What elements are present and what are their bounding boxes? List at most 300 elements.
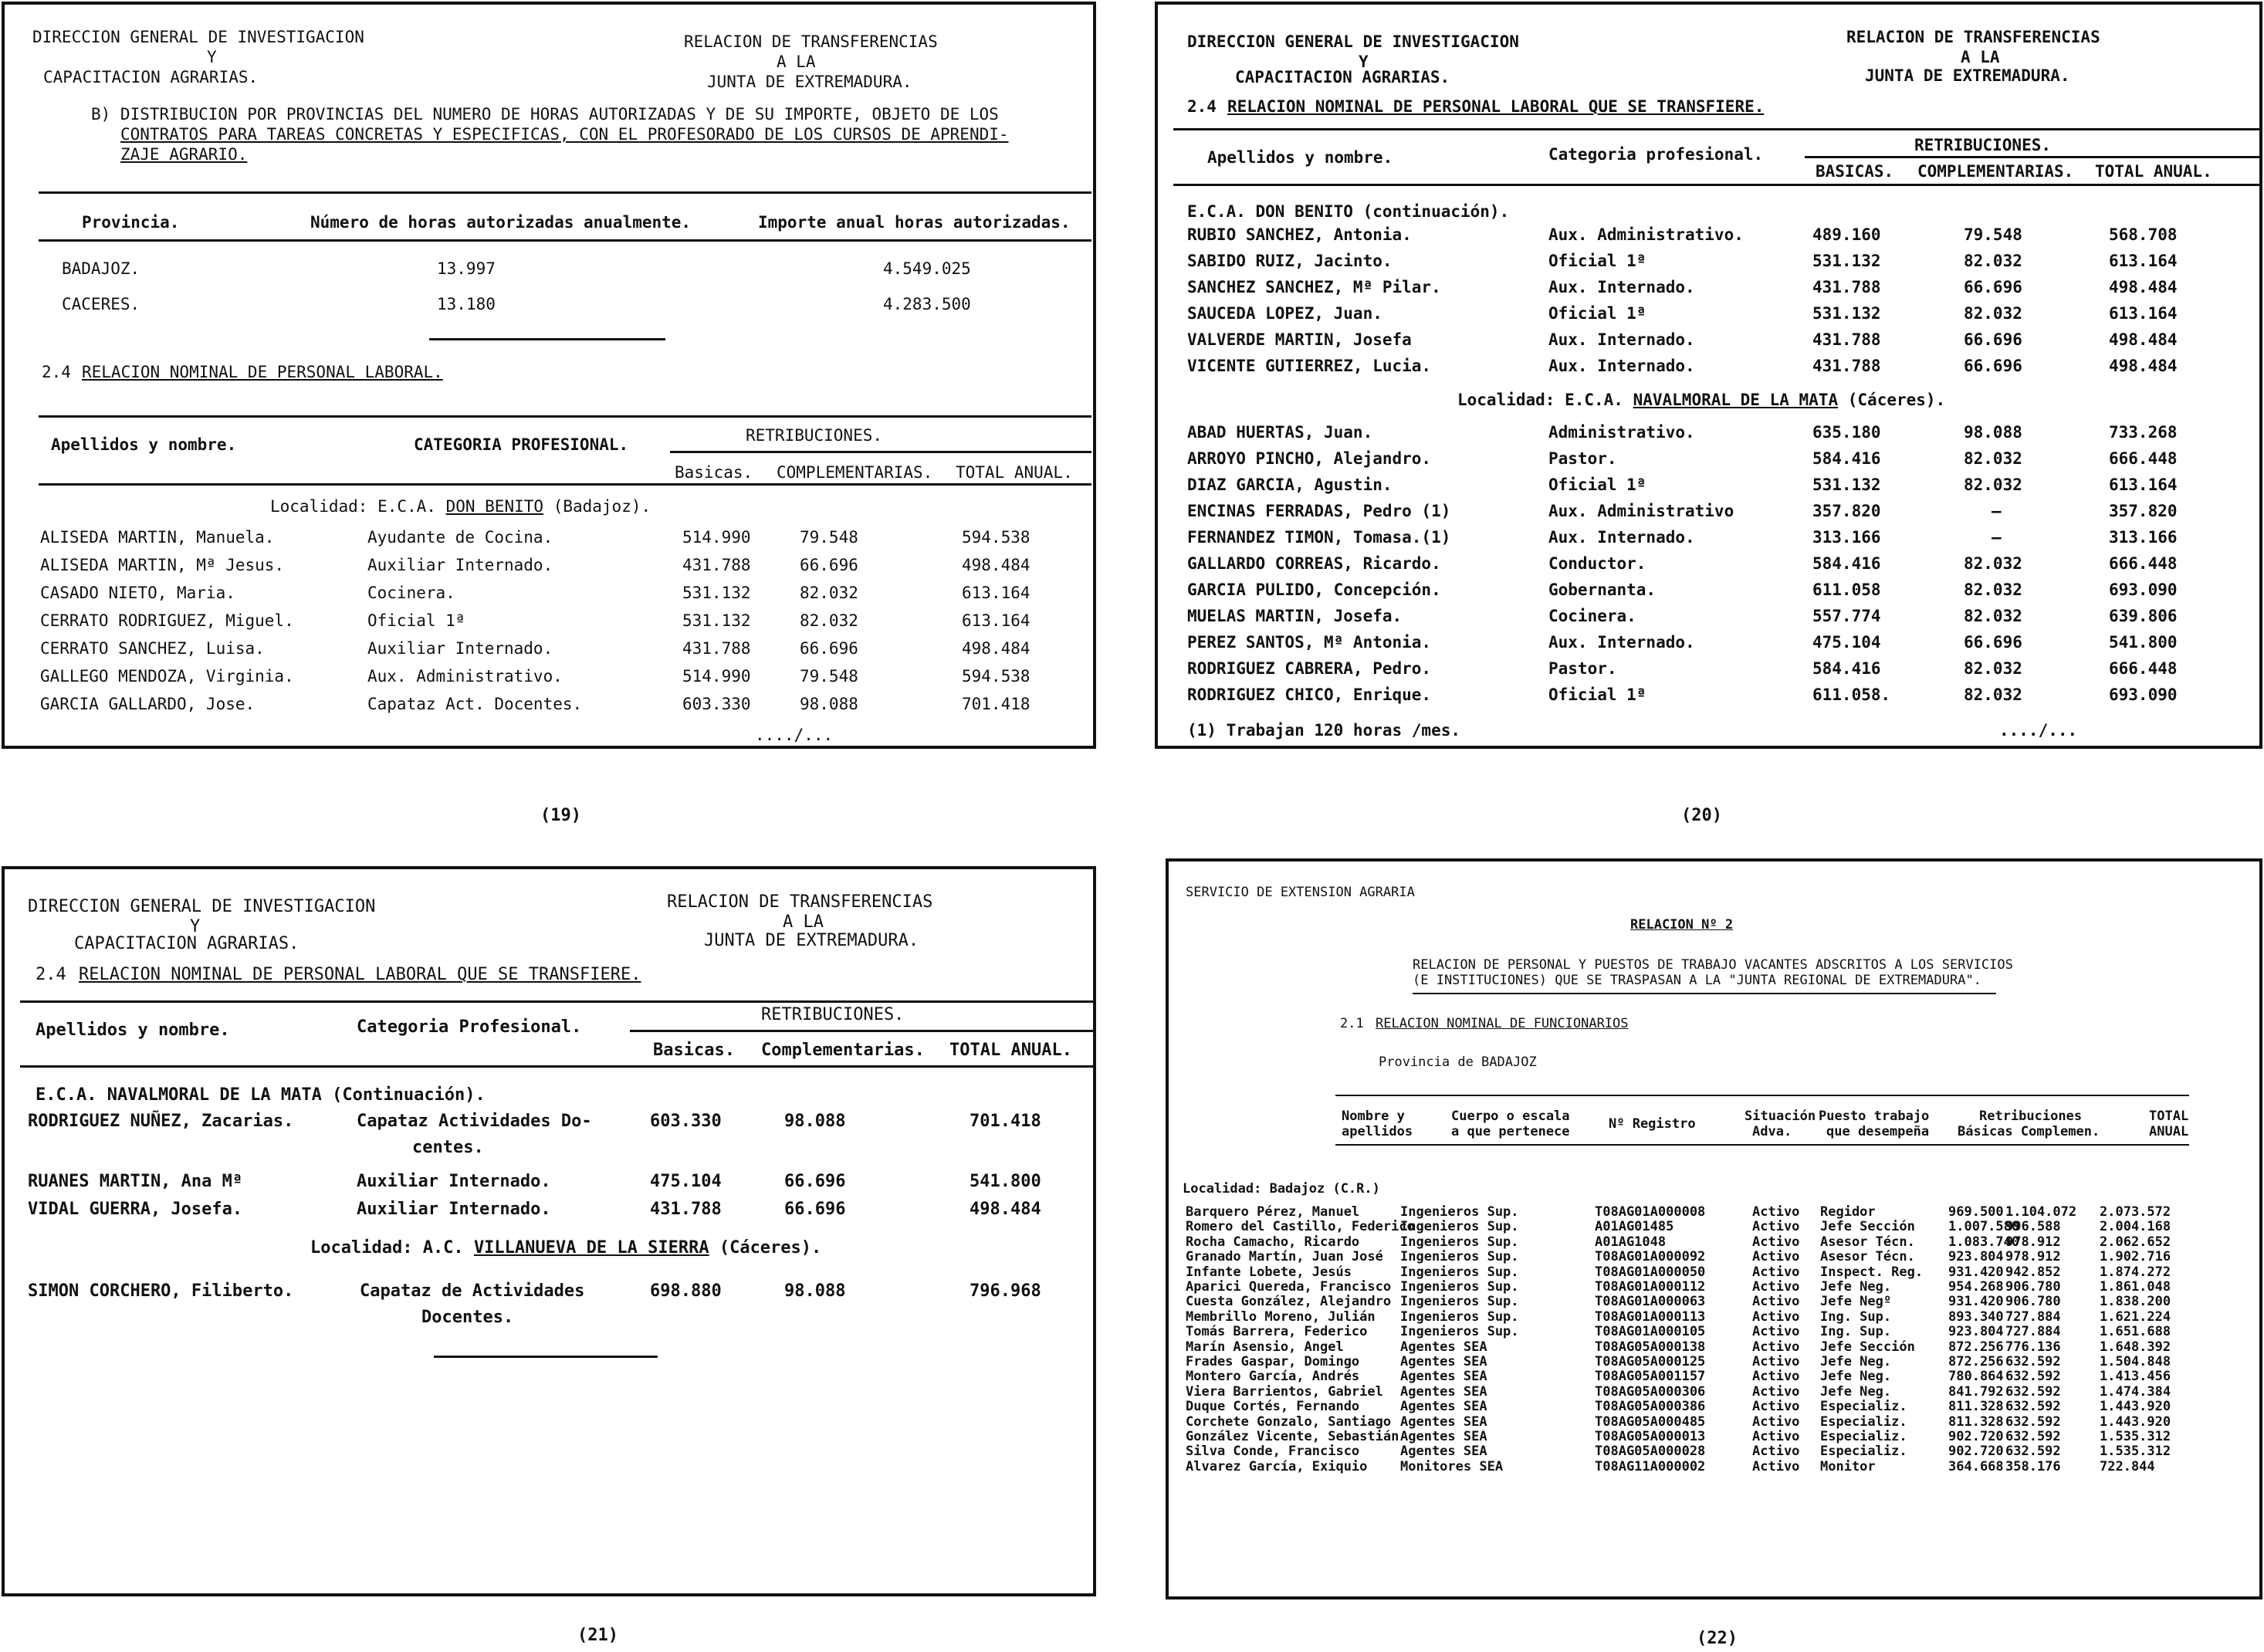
row-category: Aux. Internado. xyxy=(1548,633,1695,652)
row-category: Gobernanta. xyxy=(1548,581,1657,599)
header-left-2: Y xyxy=(190,917,201,936)
row-puesto: Especializ. xyxy=(1820,1413,1907,1430)
row-cuerpo: Ingenieros Sup. xyxy=(1400,1204,1519,1220)
prov-header-amount: Importe anual horas autorizadas. xyxy=(758,213,1071,232)
rule xyxy=(1173,128,2262,130)
row-name: SAUCEDA LOPEZ, Juan. xyxy=(1187,304,1382,323)
page-21 xyxy=(2,866,1096,1596)
row-total: 541.800 xyxy=(2109,633,2178,652)
row-complementarias: 776.136 xyxy=(2005,1339,2061,1355)
header-left-2: Y xyxy=(207,48,217,66)
header-right-2: A LA xyxy=(777,52,816,71)
row-complementarias: 82.032 xyxy=(1964,686,2022,704)
row-complementarias: 942.852 xyxy=(2005,1264,2061,1280)
row-basicas: 811.328 xyxy=(1948,1399,2004,1415)
row-puesto: Asesor Técn. xyxy=(1820,1234,1915,1250)
row-cuerpo: Agentes SEA xyxy=(1400,1369,1487,1385)
row-category: Aux. Administrativo xyxy=(1548,502,1734,520)
row-puesto: Ing. Sup. xyxy=(1820,1308,1892,1325)
hdr-nombre: Nombre y xyxy=(1342,1109,1405,1124)
row-name: SABIDO RUIZ, Jacinto. xyxy=(1187,252,1393,270)
row-basicas: 489.160 xyxy=(1812,225,1881,244)
row-basicas: 584.416 xyxy=(1812,554,1881,573)
row-total: 693.090 xyxy=(2109,686,2178,704)
row-name: RODRIGUEZ CABRERA, Pedro. xyxy=(1187,659,1432,678)
rule xyxy=(1173,184,2262,186)
row-name: RUBIO SANCHEZ, Antonia. xyxy=(1187,225,1412,244)
prov-row-badajoz-hours: 13.997 xyxy=(437,259,496,278)
col-total: TOTAL ANUAL. xyxy=(956,463,1073,482)
row-total: 1.535.312 xyxy=(2100,1429,2171,1444)
row-total: 1.535.312 xyxy=(2100,1444,2171,1460)
row-basicas: 364.668 xyxy=(1948,1458,2004,1474)
row-complementarias: 98.088 xyxy=(800,695,858,713)
row-name: CASADO NIETO, Maria. xyxy=(40,584,235,602)
row-cuerpo: Agentes SEA xyxy=(1400,1354,1487,1369)
row-complementarias: 79.548 xyxy=(800,667,858,686)
localidad-label: Localidad: E.C.A. xyxy=(270,497,436,516)
row-basicas: 431.788 xyxy=(682,639,751,658)
localidad-suffix: (Cáceres). xyxy=(1847,391,1946,409)
row-total: 594.538 xyxy=(962,667,1030,686)
row-situacion: Activo xyxy=(1752,1308,1800,1325)
row-cuerpo: Agentes SEA xyxy=(1400,1413,1487,1430)
row-name: CERRATO RODRIGUEZ, Miguel. xyxy=(40,611,294,630)
row-name: FERNANDEZ TIMON, Tomasa.(1) xyxy=(1187,528,1451,547)
col-name: Apellidos y nombre. xyxy=(36,1021,230,1040)
row-category: Oficial 1ª xyxy=(1548,304,1646,323)
row-registro: T08AG05A001157 xyxy=(1595,1369,1706,1385)
col-total: TOTAL ANUAL. xyxy=(949,1041,1072,1060)
row-basicas: 893.340 xyxy=(1948,1308,2004,1325)
row-name: Aparici Quereda, Francisco xyxy=(1186,1279,1392,1295)
col-retribuciones: RETRIBUCIONES. xyxy=(761,1005,905,1024)
section-24-number: 2.4 xyxy=(42,363,71,381)
localidad-line xyxy=(270,497,651,516)
section-b-line-3: ZAJE AGRARIO. xyxy=(120,145,248,164)
row-name: Cuesta González, Alejandro xyxy=(1186,1294,1392,1310)
rule xyxy=(670,451,1091,453)
relacion-number: RELACION Nº 2 xyxy=(1630,917,1734,933)
row-situacion: Activo xyxy=(1752,1429,1800,1444)
row-total: 498.484 xyxy=(962,556,1030,574)
row-total: 666.448 xyxy=(2109,554,2178,573)
hdr-total: TOTAL xyxy=(2149,1109,2189,1124)
localidad-name: VILLANUEVA DE LA SIERRA xyxy=(473,1238,709,1258)
row-name: Membrillo Moreno, Julián xyxy=(1186,1308,1376,1325)
row-situacion: Activo xyxy=(1752,1264,1800,1280)
hdr-retribuciones-2: Básicas Complemen. xyxy=(1958,1124,2100,1139)
row-name: Barquero Pérez, Manuel xyxy=(1186,1204,1360,1220)
row-puesto: Jefe Neg. xyxy=(1820,1383,1892,1400)
prov-row-caceres-name: CACERES. xyxy=(62,295,140,313)
row-situacion: Activo xyxy=(1752,1339,1800,1355)
col-category: Categoria Profesional. xyxy=(357,1017,582,1037)
row-complementarias: 978.912 xyxy=(2005,1249,2061,1265)
row-cuerpo: Monitores SEA xyxy=(1400,1458,1504,1474)
row-registro: T08AG01A000050 xyxy=(1595,1264,1706,1280)
row-total: 541.800 xyxy=(970,1172,1041,1191)
row-registro: T08AG05A000125 xyxy=(1595,1354,1706,1369)
row-basicas: 514.990 xyxy=(682,528,751,547)
header-left-1: DIRECCION GENERAL DE INVESTIGACION xyxy=(1187,32,1519,51)
row-basicas: 431.788 xyxy=(1812,330,1881,349)
row-category-cont: Docentes. xyxy=(421,1308,514,1327)
row-registro: T08AG11A000002 xyxy=(1595,1458,1706,1474)
row-category: Aux. Internado. xyxy=(1548,330,1695,349)
row-total: 2.073.572 xyxy=(2100,1204,2171,1220)
row-puesto: Jefe Negº xyxy=(1820,1294,1892,1310)
row-category: Oficial 1ª xyxy=(367,611,465,630)
row-complementarias: 632.592 xyxy=(2005,1413,2061,1430)
row-complementarias: 82.032 xyxy=(1964,607,2022,625)
row-basicas: 841.792 xyxy=(1948,1383,2004,1400)
section-24-title: RELACION NOMINAL DE PERSONAL LABORAL QUE SE TRANSFIERE. xyxy=(1227,97,1765,116)
hdr-total-2: ANUAL xyxy=(2149,1124,2189,1139)
row-situacion: Activo xyxy=(1752,1383,1800,1400)
rule xyxy=(1413,993,1996,994)
row-total: 1.861.048 xyxy=(2100,1279,2171,1295)
row-category: Auxiliar Internado. xyxy=(367,556,553,574)
row-basicas: 475.104 xyxy=(1812,633,1881,652)
prov-header-hours: Número de horas autorizadas anualmente. xyxy=(310,213,692,232)
row-category: Pastor. xyxy=(1548,449,1617,468)
row-total: 594.538 xyxy=(962,528,1030,547)
row-name: Rocha Camacho, Ricardo xyxy=(1186,1234,1360,1250)
localidad-suffix: (Badajoz). xyxy=(553,497,651,516)
row-situacion: Activo xyxy=(1752,1354,1800,1369)
row-name: GALLARDO CORREAS, Ricardo. xyxy=(1187,554,1441,573)
row-total: 2.062.652 xyxy=(2100,1234,2171,1250)
row-basicas: 584.416 xyxy=(1812,449,1881,468)
row-basicas: 902.720 xyxy=(1948,1444,2004,1460)
row-name: Marín Asensio, Angel xyxy=(1186,1339,1344,1355)
row-complementarias: 82.032 xyxy=(1964,581,2022,599)
header-left-1: DIRECCION GENERAL DE INVESTIGACION xyxy=(28,897,376,916)
row-complementarias: 632.592 xyxy=(2005,1369,2061,1385)
row-basicas: 603.330 xyxy=(682,695,751,713)
row-basicas: 1.007.580 xyxy=(1948,1219,2020,1235)
row-name: GARCIA GALLARDO, Jose. xyxy=(40,695,256,713)
row-complementarias: 82.032 xyxy=(1964,476,2022,494)
page-caption-20: (20) xyxy=(1681,806,1722,825)
row-registro: T08AG01A000063 xyxy=(1595,1294,1706,1310)
row-basicas: 1.083.740 xyxy=(1948,1234,2020,1250)
header-right-3: JUNTA DE EXTREMADURA. xyxy=(1865,66,2070,85)
header-right-1: RELACION DE TRANSFERENCIAS xyxy=(1846,28,2100,46)
row-name: DIAZ GARCIA, Agustin. xyxy=(1187,476,1393,494)
prov-row-badajoz-amount: 4.549.025 xyxy=(883,259,971,278)
row-situacion: Activo xyxy=(1752,1324,1800,1340)
localidad-label: Localidad: A.C. xyxy=(310,1238,464,1258)
row-situacion: Activo xyxy=(1752,1249,1800,1265)
col-name: Apellidos y nombre. xyxy=(1207,148,1393,167)
row-basicas: 431.788 xyxy=(682,556,751,574)
row-total: 568.708 xyxy=(2109,225,2178,244)
header-right-3: JUNTA DE EXTREMADURA. xyxy=(704,931,919,950)
row-category: Oficial 1ª xyxy=(1548,252,1646,270)
row-complementarias: – xyxy=(1992,528,2002,547)
row-name: GALLEGO MENDOZA, Virginia. xyxy=(40,667,294,686)
row-basicas: 603.330 xyxy=(650,1112,722,1131)
col-complementarias: COMPLEMENTARIAS. xyxy=(1917,162,2074,181)
row-complementarias: 358.176 xyxy=(2005,1458,2061,1474)
prov-row-caceres-amount: 4.283.500 xyxy=(883,295,971,313)
header-left-1: DIRECCION GENERAL DE INVESTIGACION xyxy=(32,28,364,46)
col-basicas: BASICAS. xyxy=(1816,162,1894,181)
row-name: ABAD HUERTAS, Juan. xyxy=(1187,423,1373,442)
row-total: 357.820 xyxy=(2109,502,2178,520)
page-caption-19: (19) xyxy=(540,806,581,825)
rule xyxy=(39,239,1091,242)
row-basicas: 698.880 xyxy=(650,1281,722,1301)
footnote: (1) Trabajan 120 horas /mes. xyxy=(1187,721,1461,740)
row-total: 1.874.272 xyxy=(2100,1264,2171,1280)
continuation-label: E.C.A. DON BENITO (continuación). xyxy=(1187,202,1510,221)
row-complementarias: 66.696 xyxy=(784,1172,846,1191)
col-retribuciones: RETRIBUCIONES. xyxy=(746,426,883,445)
rule xyxy=(39,415,1091,418)
row-name: RODRIGUEZ NUÑEZ, Zacarias. xyxy=(28,1112,294,1131)
col-category: CATEGORIA PROFESIONAL. xyxy=(414,435,629,454)
row-total: 498.484 xyxy=(962,639,1030,658)
row-situacion: Activo xyxy=(1752,1458,1800,1474)
row-total: 666.448 xyxy=(2109,449,2178,468)
row-puesto: Jefe Neg. xyxy=(1820,1369,1892,1385)
row-situacion: Activo xyxy=(1752,1204,1800,1220)
row-cuerpo: Agentes SEA xyxy=(1400,1383,1487,1400)
section-24-number: 2.4 xyxy=(1187,97,1217,116)
row-complementarias: 98.088 xyxy=(784,1281,846,1301)
row-registro: T08AG05A000485 xyxy=(1595,1413,1706,1430)
row-total: 701.418 xyxy=(970,1112,1041,1131)
hdr-nombre-2: apellidos xyxy=(1342,1124,1413,1139)
row-name: ENCINAS FERRADAS, Pedro (1) xyxy=(1187,502,1451,520)
hdr-cuerpo: Cuerpo o escala xyxy=(1451,1109,1570,1124)
row-basicas: 584.416 xyxy=(1812,659,1881,678)
row-total: 1.443.920 xyxy=(2100,1399,2171,1415)
header-right-2: A LA xyxy=(783,912,824,932)
continued-marker: ..../... xyxy=(755,726,834,744)
row-basicas: 872.256 xyxy=(1948,1339,2004,1355)
row-registro: T08AG05A000386 xyxy=(1595,1399,1706,1415)
row-name: Viera Barrientos, Gabriel xyxy=(1186,1383,1383,1400)
row-complementarias: 66.696 xyxy=(784,1200,846,1219)
row-basicas: 475.104 xyxy=(650,1172,722,1191)
row-category: Oficial 1ª xyxy=(1548,686,1646,704)
row-puesto: Jefe Sección xyxy=(1820,1219,1915,1235)
prov-header-province: Provincia. xyxy=(82,213,180,232)
row-cuerpo: Ingenieros Sup. xyxy=(1400,1264,1519,1280)
row-complementarias: 632.592 xyxy=(2005,1399,2061,1415)
row-total: 498.484 xyxy=(970,1200,1041,1219)
page-caption-21: (21) xyxy=(577,1626,618,1645)
row-puesto: Especializ. xyxy=(1820,1429,1907,1444)
row-cuerpo: Agentes SEA xyxy=(1400,1429,1487,1444)
row-name: MUELAS MARTIN, Josefa. xyxy=(1187,607,1403,625)
row-basicas: 357.820 xyxy=(1812,502,1881,520)
row-basicas: 902.720 xyxy=(1948,1429,2004,1444)
section-24-number: 2.4 xyxy=(36,965,66,984)
row-complementarias: 82.032 xyxy=(800,611,858,630)
row-name: VIDAL GUERRA, Josefa. xyxy=(28,1200,243,1219)
section-24-title: RELACION NOMINAL DE PERSONAL LABORAL. xyxy=(82,363,443,381)
row-total: 1.504.848 xyxy=(2100,1354,2171,1369)
row-basicas: 313.166 xyxy=(1812,528,1881,547)
row-situacion: Activo xyxy=(1752,1294,1800,1310)
row-total: 498.484 xyxy=(2109,278,2178,296)
row-complementarias: 66.696 xyxy=(1964,357,2022,375)
row-basicas: 531.132 xyxy=(682,584,751,602)
rule xyxy=(429,338,665,340)
service-title: SERVICIO DE EXTENSION AGRARIA xyxy=(1186,885,1415,900)
continuation-label: E.C.A. NAVALMORAL DE LA MATA (Continuación). xyxy=(36,1085,486,1105)
localidad-name: NAVALMORAL DE LA MATA xyxy=(1633,391,1839,409)
row-complementarias: 66.696 xyxy=(1964,278,2022,296)
col-name: Apellidos y nombre. xyxy=(51,435,237,454)
row-puesto: Especializ. xyxy=(1820,1399,1907,1415)
row-complementarias: 632.592 xyxy=(2005,1383,2061,1400)
row-total: 796.968 xyxy=(970,1281,1041,1301)
row-total: 613.164 xyxy=(2109,476,2178,494)
row-total: 1.621.224 xyxy=(2100,1308,2171,1325)
row-registro: T08AG01A000112 xyxy=(1595,1279,1706,1295)
row-registro: T08AG01A000113 xyxy=(1595,1308,1706,1325)
localidad-suffix: (Cáceres). xyxy=(719,1238,822,1258)
rule xyxy=(434,1356,658,1358)
row-total: 1.648.392 xyxy=(2100,1339,2171,1355)
row-complementarias: 98.088 xyxy=(784,1112,846,1131)
row-complementarias: 632.592 xyxy=(2005,1444,2061,1460)
row-name: Montero García, Andrés xyxy=(1186,1369,1360,1385)
header-right-1: RELACION DE TRANSFERENCIAS xyxy=(684,32,938,51)
row-name: GARCIA PULIDO, Concepción. xyxy=(1187,581,1441,599)
row-category: Auxiliar Internado. xyxy=(357,1200,551,1219)
row-basicas: 611.058 xyxy=(1812,581,1881,599)
row-name: ARROYO PINCHO, Alejandro. xyxy=(1187,449,1432,468)
rule xyxy=(20,1065,1095,1068)
row-total: 613.164 xyxy=(2109,252,2178,270)
row-total: 1.474.384 xyxy=(2100,1383,2171,1400)
row-basicas: 431.788 xyxy=(1812,357,1881,375)
description-line-2: (E INSTITUCIONES) QUE SE TRASPASAN A LA "JUNTA REGIONAL DE EXTREMADURA". xyxy=(1413,973,1981,988)
rule xyxy=(1335,1095,2189,1096)
header-left-3: CAPACITACION AGRARIAS. xyxy=(1235,68,1450,86)
rule xyxy=(39,483,1091,486)
col-retribuciones: RETRIBUCIONES. xyxy=(1914,136,2052,154)
row-basicas: 557.774 xyxy=(1812,607,1881,625)
row-complementarias: 82.032 xyxy=(1964,659,2022,678)
row-total: 639.806 xyxy=(2109,607,2178,625)
row-situacion: Activo xyxy=(1752,1444,1800,1460)
row-name: RODRIGUEZ CHICO, Enrique. xyxy=(1187,686,1432,704)
row-complementarias: 632.592 xyxy=(2005,1354,2061,1369)
hdr-retribuciones: Retribuciones xyxy=(1979,1109,2083,1124)
row-complementarias: 82.032 xyxy=(1964,554,2022,573)
row-basicas: 431.788 xyxy=(650,1200,722,1219)
row-situacion: Activo xyxy=(1752,1399,1800,1415)
row-situacion: Activo xyxy=(1752,1369,1800,1385)
row-name: VICENTE GUTIERREZ, Lucia. xyxy=(1187,357,1432,375)
row-total: 498.484 xyxy=(2109,330,2178,349)
section-b-line-2: CONTRATOS PARA TAREAS CONCRETAS Y ESPECIFICAS, CON EL PROFESORADO DE LOS CURSOS DE APRENDI- xyxy=(120,125,1009,144)
row-basicas: 531.132 xyxy=(1812,476,1881,494)
row-total: 722.844 xyxy=(2100,1458,2155,1474)
row-total: 1.838.200 xyxy=(2100,1294,2171,1310)
col-category: Categoria profesional. xyxy=(1548,145,1764,164)
row-name: SANCHEZ SANCHEZ, Mª Pilar. xyxy=(1187,278,1441,296)
row-basicas: 531.132 xyxy=(1812,304,1881,323)
row-name: Infante Lobete, Jesús xyxy=(1186,1264,1352,1280)
row-puesto: Especializ. xyxy=(1820,1444,1907,1460)
row-complementarias: 906.780 xyxy=(2005,1294,2061,1310)
row-name: Alvarez García, Exiquio xyxy=(1186,1458,1368,1474)
row-puesto: Monitor xyxy=(1820,1458,1876,1474)
row-registro: T08AG01A000105 xyxy=(1595,1324,1706,1340)
row-total: 613.164 xyxy=(2109,304,2178,323)
row-registro: A01AG01485 xyxy=(1595,1219,1674,1235)
prov-row-badajoz-name: BADAJOZ. xyxy=(62,259,140,278)
row-total: 2.004.168 xyxy=(2100,1219,2171,1235)
header-left-3: CAPACITACION AGRARIAS. xyxy=(43,68,259,86)
row-name: Granado Martín, Juan José xyxy=(1186,1249,1383,1265)
row-basicas: 969.500 xyxy=(1948,1204,2004,1220)
row-name: PEREZ SANTOS, Mª Antonia. xyxy=(1187,633,1432,652)
row-basicas: 431.788 xyxy=(1812,278,1881,296)
row-name: VALVERDE MARTIN, Josefa xyxy=(1187,330,1412,349)
page-20 xyxy=(1155,2,2262,749)
hdr-registro: Nº Registro xyxy=(1609,1116,1696,1132)
row-name: González Vicente, Sebastián xyxy=(1186,1429,1399,1444)
rule xyxy=(1805,156,2262,158)
row-category: Aux. Internado. xyxy=(1548,278,1695,296)
row-complementarias: 632.592 xyxy=(2005,1429,2061,1444)
prov-row-caceres-hours: 13.180 xyxy=(437,295,496,313)
row-name: RUANES MARTIN, Ana Mª xyxy=(28,1172,243,1191)
row-situacion: Activo xyxy=(1752,1413,1800,1430)
row-cuerpo: Ingenieros Sup. xyxy=(1400,1249,1519,1265)
row-total: 613.164 xyxy=(962,584,1030,602)
row-name: Tomás Barrera, Federico xyxy=(1186,1324,1368,1340)
row-total: 613.164 xyxy=(962,611,1030,630)
row-basicas: 514.990 xyxy=(682,667,751,686)
row-cuerpo: Ingenieros Sup. xyxy=(1400,1219,1519,1235)
row-total: 313.166 xyxy=(2109,528,2178,547)
section-21-number: 2.1 xyxy=(1340,1016,1364,1031)
row-basicas: 923.804 xyxy=(1948,1324,2004,1340)
col-basicas: Basicas. xyxy=(653,1041,735,1060)
row-registro: T08AG05A000013 xyxy=(1595,1429,1706,1444)
row-cuerpo: Ingenieros Sup. xyxy=(1400,1308,1519,1325)
row-category: Auxiliar Internado. xyxy=(357,1172,551,1191)
row-complementarias: 79.548 xyxy=(800,528,858,547)
row-total: 1.902.716 xyxy=(2100,1249,2171,1265)
row-situacion: Activo xyxy=(1752,1234,1800,1250)
row-basicas: 872.256 xyxy=(1948,1354,2004,1369)
row-cuerpo: Agentes SEA xyxy=(1400,1339,1487,1355)
row-registro: T08AG05A000306 xyxy=(1595,1383,1706,1400)
row-total: 701.418 xyxy=(962,695,1030,713)
row-registro: T08AG05A000028 xyxy=(1595,1444,1706,1460)
row-complementarias: 82.032 xyxy=(800,584,858,602)
hdr-situacion: Situación xyxy=(1745,1109,1816,1124)
row-name: Corchete Gonzalo, Santiago xyxy=(1186,1413,1392,1430)
row-category: Conductor. xyxy=(1548,554,1646,573)
row-basicas: 780.864 xyxy=(1948,1369,2004,1385)
header-left-2: Y xyxy=(1359,52,1369,71)
row-category: Capataz Actividades Do- xyxy=(357,1112,592,1131)
row-category: Capataz de Actividades xyxy=(360,1281,585,1301)
